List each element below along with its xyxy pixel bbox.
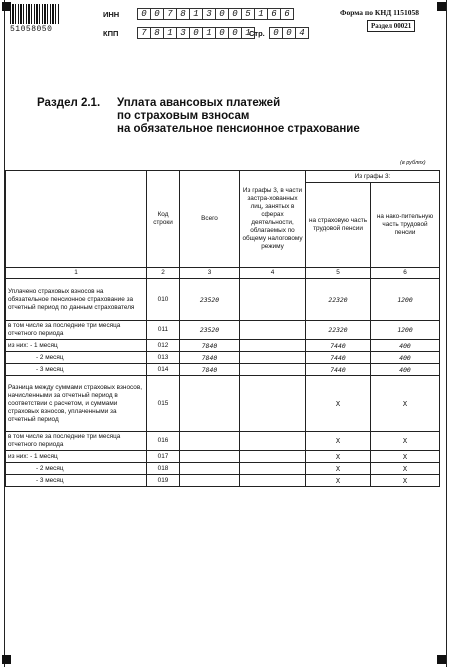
table-row [6, 321, 440, 340]
digit-cell: 1 [163, 27, 177, 39]
column-number: 4 [240, 268, 306, 279]
digit-cell: 0 [228, 27, 242, 39]
row-label: - 3 месяц [6, 364, 147, 376]
inn-label: ИНН [103, 10, 120, 19]
column-number: 3 [180, 268, 240, 279]
column-number: 5 [306, 268, 371, 279]
row-label: в том числе за последние три месяца отчетного периода [6, 432, 147, 451]
row-total[interactable]: 7840 [180, 352, 240, 364]
row-label: из них: - 1 месяц [6, 451, 147, 463]
row-total[interactable]: 7840 [180, 364, 240, 376]
row-col4[interactable] [240, 352, 306, 364]
row-col4[interactable] [240, 376, 306, 432]
row-label: - 3 месяц [6, 475, 147, 487]
row-code: 018 [147, 463, 180, 475]
row-insurance[interactable]: 7440 [306, 340, 371, 352]
header-col4: Из графы 3, в части застра-хованных лиц, занятых в сферах деятельности, облагаемых по общему налоговому режиму [240, 171, 306, 268]
digit-cell: 1 [189, 8, 203, 20]
row-code: 014 [147, 364, 180, 376]
header-code: Код строки [147, 171, 180, 268]
table-row [6, 463, 440, 475]
corner-marker-top-right [437, 2, 446, 11]
payments-table [5, 170, 440, 487]
table-row [6, 475, 440, 487]
row-label: из них: - 1 месяц [6, 340, 147, 352]
table-row [6, 340, 440, 352]
row-total[interactable] [180, 451, 240, 463]
header-from-col3: Из графы 3: [306, 171, 440, 183]
row-insurance[interactable]: X [306, 475, 371, 487]
digit-cell: 7 [163, 8, 177, 20]
digit-cell: 6 [267, 8, 281, 20]
digit-cell: 7 [137, 27, 151, 39]
row-col4[interactable] [240, 340, 306, 352]
section-title-line: Уплата авансовых платежей [117, 97, 281, 109]
row-col4[interactable] [240, 475, 306, 487]
row-total[interactable] [180, 475, 240, 487]
column-number: 1 [6, 268, 147, 279]
row-funded[interactable]: 400 [371, 364, 440, 376]
digit-cell: 1 [202, 27, 216, 39]
row-funded[interactable]: X [371, 451, 440, 463]
row-insurance[interactable]: 22320 [306, 279, 371, 321]
row-label: в том числе за последние три месяца отчетного периода [6, 321, 147, 340]
row-code: 012 [147, 340, 180, 352]
row-insurance[interactable]: 7440 [306, 352, 371, 364]
barcode-number: 51058050 [10, 25, 53, 34]
row-code: 019 [147, 475, 180, 487]
table-row [6, 364, 440, 376]
inn-field[interactable] [137, 8, 293, 20]
row-label: - 2 месяц [6, 463, 147, 475]
row-col4[interactable] [240, 279, 306, 321]
digit-cell: 4 [295, 27, 309, 39]
digit-cell: 0 [189, 27, 203, 39]
row-funded[interactable]: 1200 [371, 321, 440, 340]
row-total[interactable]: 7840 [180, 340, 240, 352]
row-funded[interactable]: 400 [371, 352, 440, 364]
row-insurance[interactable]: 22320 [306, 321, 371, 340]
table-row [6, 279, 440, 321]
row-funded[interactable]: X [371, 376, 440, 432]
row-funded[interactable]: X [371, 475, 440, 487]
barcode [10, 4, 60, 24]
unit-note: (в рублях) [400, 160, 426, 166]
row-funded[interactable]: X [371, 432, 440, 451]
digit-cell: 0 [269, 27, 283, 39]
digit-cell: 0 [215, 27, 229, 39]
row-insurance[interactable]: X [306, 451, 371, 463]
section-title [117, 97, 360, 136]
section-code-box: Раздел 00021 [367, 20, 415, 32]
corner-marker-bottom-left [2, 655, 11, 664]
page-label: Стр. [249, 29, 265, 38]
row-funded[interactable]: X [371, 463, 440, 475]
corner-marker-bottom-right [437, 655, 446, 664]
digit-cell: 8 [150, 27, 164, 39]
digit-cell: 8 [176, 8, 190, 20]
digit-cell: 0 [215, 8, 229, 20]
digit-cell: 1 [241, 27, 255, 39]
form-code: Форма по КНД 1151058 [340, 8, 420, 17]
header-funded-part: на нако-пительную часть трудовой пенсии [371, 183, 440, 268]
table-row [6, 432, 440, 451]
row-label: Разница между суммами страховых взносов, начисленными за отчетный период в соответствии с расчетом, и суммами страховых взносов, уплаченными за отчетный период [6, 376, 147, 432]
digit-cell: 0 [150, 8, 164, 20]
row-col4[interactable] [240, 364, 306, 376]
digit-cell: 0 [282, 27, 296, 39]
row-code: 016 [147, 432, 180, 451]
row-insurance[interactable]: 7440 [306, 364, 371, 376]
section-title-line: на обязательное пенсионное страхование [117, 123, 360, 135]
row-code: 017 [147, 451, 180, 463]
header-insurance-part: на страховую часть трудовой пенсии [306, 183, 371, 268]
row-col4[interactable] [240, 463, 306, 475]
row-col4[interactable] [240, 451, 306, 463]
table-row [6, 352, 440, 364]
row-total[interactable] [180, 432, 240, 451]
row-insurance[interactable]: X [306, 432, 371, 451]
row-code: 013 [147, 352, 180, 364]
digit-cell: 6 [280, 8, 294, 20]
kpp-field[interactable] [137, 27, 254, 39]
row-code: 011 [147, 321, 180, 340]
table-row [6, 451, 440, 463]
section-title-line: по страховым взносам [117, 110, 250, 122]
row-code: 010 [147, 279, 180, 321]
row-col4[interactable] [240, 321, 306, 340]
column-number: 6 [371, 268, 440, 279]
row-code: 015 [147, 376, 180, 432]
row-funded[interactable]: 400 [371, 340, 440, 352]
row-label: - 2 месяц [6, 352, 147, 364]
row-total[interactable]: 23520 [180, 321, 240, 340]
page-number-field[interactable] [269, 27, 308, 39]
row-funded[interactable]: 1200 [371, 279, 440, 321]
header-total: Всего [180, 171, 240, 268]
digit-cell: 0 [228, 8, 242, 20]
row-insurance[interactable]: X [306, 463, 371, 475]
right-border [446, 0, 447, 667]
row-total[interactable] [180, 376, 240, 432]
row-label: Уплачено страховых взносов на обязательное пенсионное страхование за отчетный период по данным страхователя [6, 279, 147, 321]
digit-cell: 0 [137, 8, 151, 20]
row-col4[interactable] [240, 432, 306, 451]
digit-cell: 1 [254, 8, 268, 20]
digit-cell: 5 [241, 8, 255, 20]
row-insurance[interactable]: X [306, 376, 371, 432]
column-number: 2 [147, 268, 180, 279]
row-total[interactable]: 23520 [180, 279, 240, 321]
digit-cell: 3 [202, 8, 216, 20]
table-row [6, 376, 440, 432]
section-number: Раздел 2.1. [37, 97, 101, 109]
kpp-label: КПП [103, 29, 119, 38]
header-blank [6, 171, 147, 268]
digit-cell: 3 [176, 27, 190, 39]
row-total[interactable] [180, 463, 240, 475]
